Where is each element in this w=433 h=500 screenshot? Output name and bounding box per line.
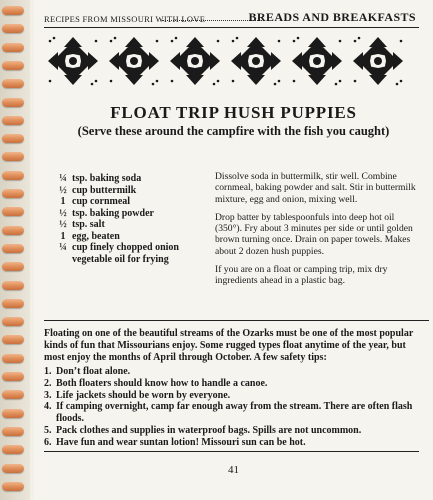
binding-ring — [2, 98, 24, 107]
binding-ring — [2, 335, 24, 344]
tip-item — [44, 425, 420, 437]
spiral-binding — [0, 0, 30, 500]
ingredient-qty: ¼ — [59, 173, 67, 184]
safety-tips-box — [44, 320, 429, 451]
ingredient-name: egg, beaten — [72, 230, 120, 242]
binding-ring — [2, 409, 24, 418]
binding-ring — [2, 281, 24, 290]
ingredient-qty: ½ — [59, 219, 67, 230]
tip-text: If camping overnight, camp far enough away from the stream. There are often flash floods. — [56, 401, 413, 425]
binding-ring — [2, 226, 24, 235]
binding-ring — [2, 152, 24, 161]
recipe-subtitle: (Serve these around the campfire with the fish you caught) — [77, 124, 390, 138]
running-header — [44, 10, 424, 26]
tips-list — [44, 366, 420, 449]
ingredient-item — [54, 219, 214, 231]
ingredient-name: vegetable oil for frying — [72, 253, 169, 265]
binding-ring — [2, 134, 24, 143]
binding-ring — [2, 299, 24, 308]
ingredient-qty — [54, 254, 72, 266]
binding-ring — [2, 79, 24, 88]
binding-ring — [2, 354, 24, 363]
section-title: BREADS AND BREAKFASTS — [248, 10, 416, 24]
tip-text: Pack clothes and supplies in waterproof bags. Spills are not uncommon. — [56, 424, 362, 436]
binding-ring — [2, 427, 24, 436]
binding-ring — [2, 262, 24, 271]
ingredient-name: cup finely chopped onion — [72, 242, 179, 253]
tip-text: Life jackets should be worn by everyone. — [56, 389, 231, 401]
ingredient-name: cup buttermilk — [72, 184, 137, 196]
ingredient-item — [54, 173, 214, 185]
ingredient-name: tsp. salt — [72, 219, 105, 230]
tip-item — [44, 378, 420, 390]
footer-rule — [44, 451, 419, 452]
recipe-title: FLOAT TRIP HUSH PUPPIES — [110, 103, 357, 122]
cookbook-page — [34, 0, 433, 500]
binding-ring — [2, 464, 24, 473]
direction-paragraph: Drop batter by tablespoonfuls into deep hot oil (350°). Fry about 3 minutes per side or until golden brown turning once. Drain on paper towels. Makes about 2 dozen hush puppies. — [215, 211, 413, 257]
binding-ring — [2, 372, 24, 381]
binding-ring — [2, 482, 24, 491]
ornamental-border-pattern — [44, 33, 424, 89]
tip-text: Don’t float alone. — [56, 366, 131, 377]
binding-ring — [2, 61, 24, 70]
ingredient-item — [54, 242, 214, 254]
binding-ring — [2, 171, 24, 180]
ingredient-item — [54, 196, 214, 208]
tip-item — [44, 366, 420, 378]
ingredient-qty: ½ — [59, 207, 67, 219]
binding-ring — [2, 207, 24, 216]
ingredient-item — [54, 185, 214, 197]
binding-ring — [2, 244, 24, 253]
ingredient-qty: ¼ — [59, 242, 67, 253]
tip-number: 1. — [44, 366, 52, 377]
binding-ring — [2, 317, 24, 326]
binding-ring — [2, 43, 24, 52]
binding-ring — [2, 189, 24, 198]
tip-item — [44, 401, 420, 425]
ingredient-name: tsp. baking powder — [72, 207, 154, 219]
tip-number: 6. — [44, 436, 52, 448]
page-number: 41 — [228, 464, 239, 476]
binding-ring — [2, 445, 24, 454]
binding-ring — [2, 116, 24, 125]
ingredient-qty: 1 — [60, 230, 66, 242]
book-title: RECIPES FROM MISSOURI WITH LOVE — [44, 14, 206, 24]
tip-item — [44, 390, 420, 402]
recipe-directions — [215, 171, 420, 294]
tip-number: 5. — [44, 424, 52, 436]
ingredient-item — [54, 208, 214, 220]
ingredient-list — [54, 173, 214, 265]
ingredient-qty: 1 — [60, 196, 66, 207]
tip-number: 3. — [44, 389, 52, 401]
ingredient-name: tsp. baking soda — [72, 173, 142, 184]
dot-leader — [162, 14, 262, 21]
binding-ring — [2, 6, 24, 15]
tip-text: Both floaters should know how to handle a canoe. — [56, 377, 268, 389]
binding-ring — [2, 24, 24, 33]
binding-ring — [2, 390, 24, 399]
direction-paragraph: Dissolve soda in buttermilk, stir well. Combine cornmeal, baking powder and salt. Stir in buttermilk mixture, egg and onion, mixing well. — [215, 171, 416, 205]
direction-paragraph: If you are on a float or camping trip, mix dry ingredients ahead in a plastic bag. — [215, 264, 388, 287]
tip-number: 4. — [44, 401, 52, 413]
ingredient-qty: ½ — [59, 184, 67, 196]
header-rule — [44, 27, 419, 28]
ingredient-item — [54, 254, 214, 266]
tip-number: 2. — [44, 377, 52, 389]
tip-item — [44, 437, 420, 449]
tip-text: Have fun and wear suntan lotion! Missouri sun can be hot. — [56, 436, 306, 448]
tips-intro: Floating on one of the beautiful streams of the Ozarks must be one of the most popular kinds of fun that Missourians enjoy. Some rugged types float anytime of the year, but most enjoy the months of April through October. A few safety tips: — [44, 328, 414, 363]
ingredient-name: cup cornmeal — [72, 196, 131, 207]
ingredient-item — [54, 231, 214, 243]
